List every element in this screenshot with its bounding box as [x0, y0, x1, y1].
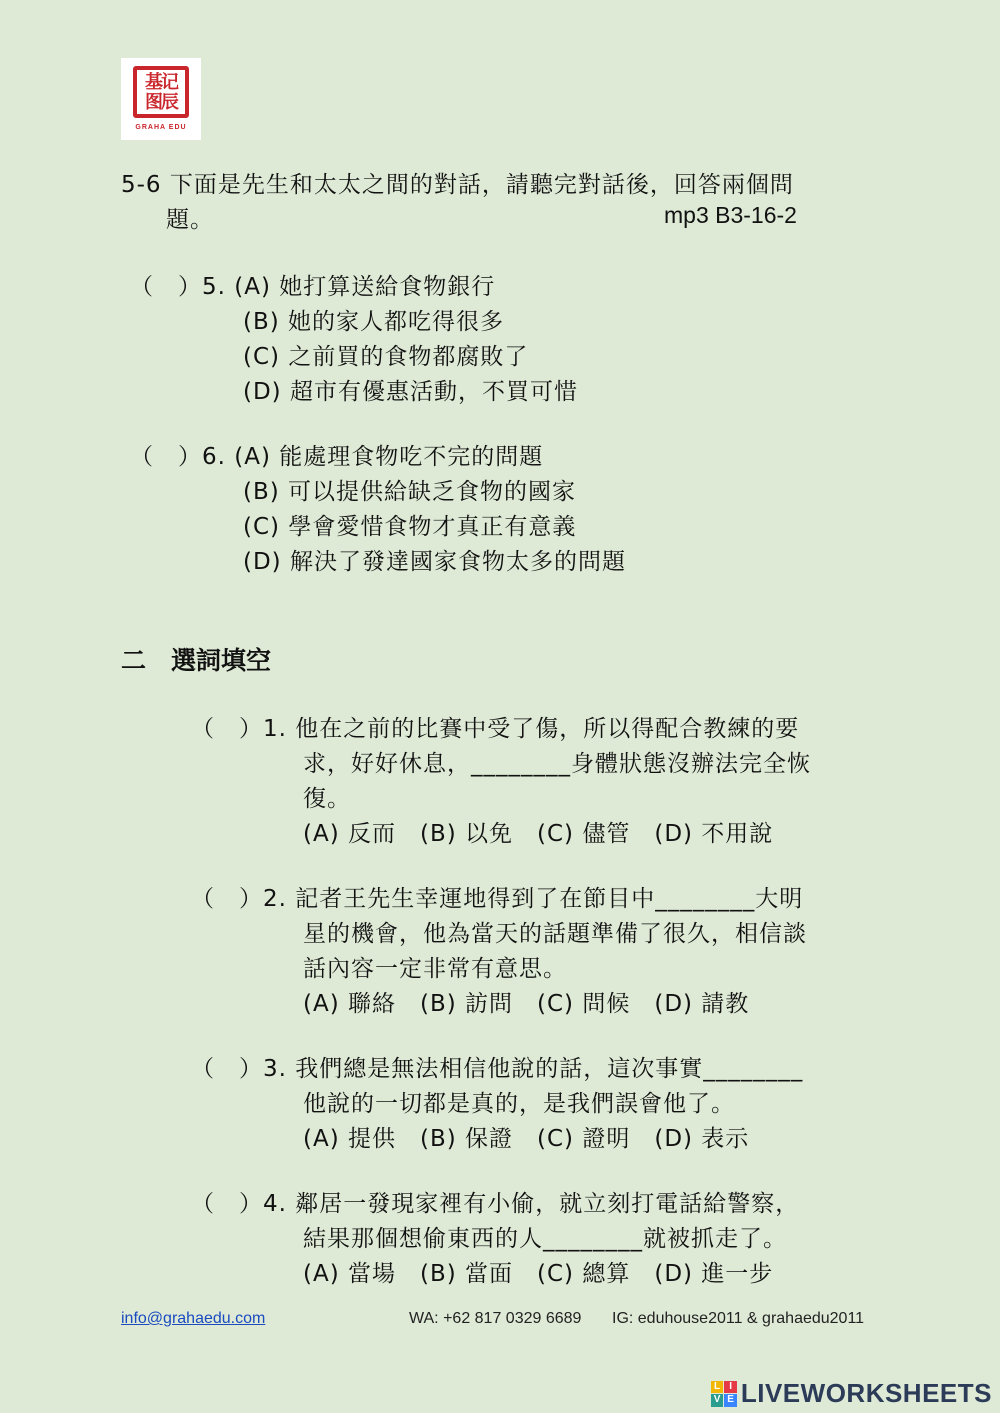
liveworksheets-wordmark: LIVEWORKSHEETS [740, 1378, 992, 1408]
footer-instagram: IG: eduhouse2011 & grahaedu2011 [612, 1310, 865, 1327]
fill-question-3-line: 他說的一切都是真的，是我們誤會他了。 [303, 1091, 735, 1117]
listening-instruction-cont: 題。 [166, 207, 214, 233]
fill-question-4-line: （ ）4. 鄰居一發現家裡有小偷，就立刻打電話給警察， [191, 1191, 800, 1217]
question-6-stem: （ ）6. (A) 能處理食物吃不完的問題 [130, 444, 544, 470]
fill-question-2-choices: (A) 聯絡 (B) 訪問 (C) 問候 (D) 請教 [303, 991, 750, 1017]
logo-brand-text: GRAHA EDU [135, 124, 187, 131]
liveworksheets-watermark [711, 1378, 992, 1409]
question-6-option-c: (C) 學會愛惜食物才真正有意義 [243, 514, 577, 540]
question-6-option-d: (D) 解決了發達國家食物太多的問題 [243, 549, 626, 575]
section-heading: 二 選詞填空 [121, 646, 272, 675]
graha-edu-logo [121, 58, 201, 140]
fill-question-3-line: （ ）3. 我們總是無法相信他說的話，這次事實________ [191, 1056, 804, 1082]
badge-letter: E [724, 1394, 737, 1407]
liveworksheets-badge-icon [711, 1381, 737, 1407]
fill-question-1-line: （ ）1. 他在之前的比賽中受了傷，所以得配合教練的要 [191, 716, 800, 742]
fill-question-1-line: 求，好好休息，________身體狀態沒辦法完全恢 [303, 751, 811, 777]
logo-seal: 基记 图辰 [133, 66, 189, 118]
audio-reference: mp3 B3-16-2 [664, 202, 797, 228]
question-5-option-c: (C) 之前買的食物都腐敗了 [243, 344, 529, 370]
badge-letter: V [711, 1394, 724, 1407]
fill-question-1-line: 復。 [303, 786, 351, 812]
question-5-option-b: (B) 她的家人都吃得很多 [243, 309, 505, 335]
badge-letter: L [711, 1381, 724, 1394]
fill-question-3-choices: (A) 提供 (B) 保證 (C) 證明 (D) 表示 [303, 1126, 750, 1152]
footer-whatsapp: WA: +62 817 0329 6689 [409, 1310, 582, 1327]
fill-question-2-line: 話內容一定非常有意思。 [303, 956, 567, 982]
badge-letter: I [724, 1381, 737, 1394]
question-5-option-d: (D) 超市有優惠活動，不買可惜 [243, 379, 578, 405]
fill-question-1-choices: (A) 反而 (B) 以免 (C) 儘管 (D) 不用說 [303, 821, 774, 847]
listening-instruction: 5-6 下面是先生和太太之間的對話，請聽完對話後，回答兩個問 [121, 172, 794, 198]
question-5-stem: （ ）5. (A) 她打算送給食物銀行 [130, 274, 496, 300]
fill-question-2-line: （ ）2. 記者王先生幸運地得到了在節目中________大明 [191, 886, 804, 912]
fill-question-4-line: 結果那個想偷東西的人________就被抓走了。 [303, 1226, 787, 1252]
question-6-option-b: (B) 可以提供給缺乏食物的國家 [243, 479, 577, 505]
footer-email-link[interactable]: info@grahaedu.com [121, 1310, 266, 1327]
fill-question-2-line: 星的機會，他為當天的話題準備了很久，相信談 [303, 921, 807, 947]
fill-question-4-choices: (A) 當場 (B) 當面 (C) 總算 (D) 進一步 [303, 1261, 774, 1287]
